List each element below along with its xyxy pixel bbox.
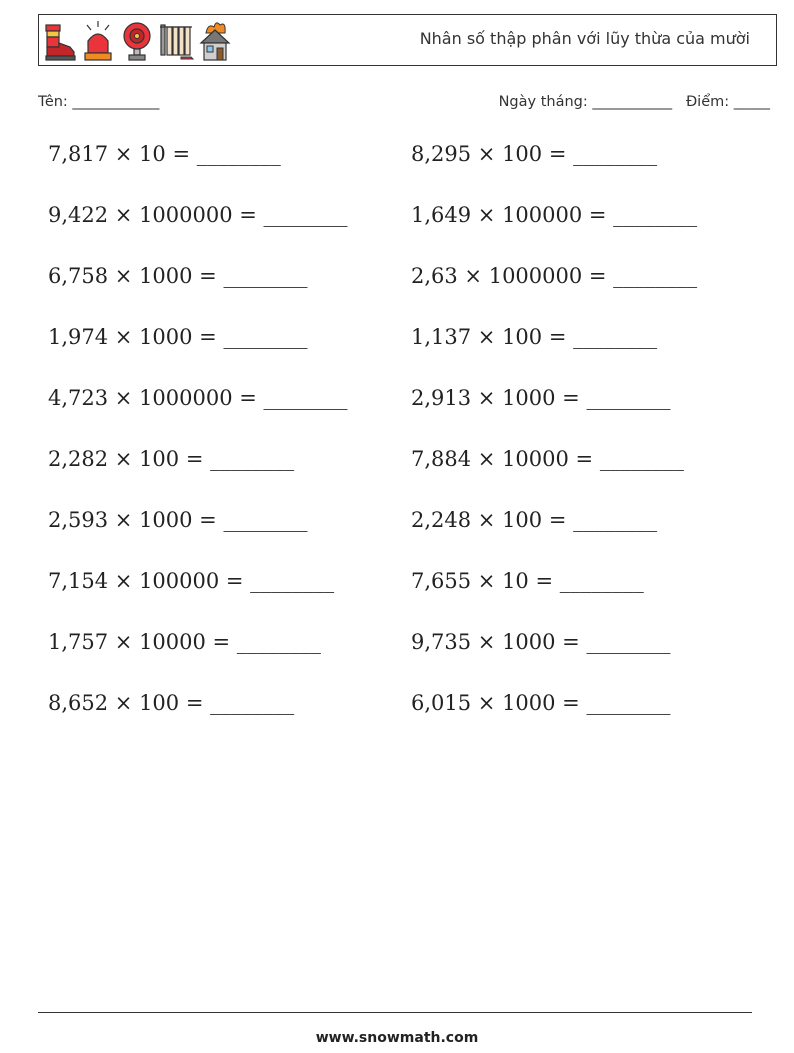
problem-item: 6,758 × 1000 = ________ <box>48 264 308 288</box>
footer-url: www.snowmath.com <box>315 1030 479 1046</box>
problem-item: 8,652 × 100 = ________ <box>48 691 295 715</box>
problem-item: 1,137 × 100 = ________ <box>411 325 658 349</box>
worksheet-title: Nhân số thập phân với lũy thừa của mười <box>419 29 750 48</box>
problem-item: 1,649 × 100000 = ________ <box>411 203 698 227</box>
problem-grid <box>48 142 748 752</box>
problem-item: 8,295 × 100 = ________ <box>411 142 658 166</box>
fire-alarm-bell-icon <box>120 19 155 63</box>
burning-house-icon <box>198 19 233 63</box>
date-field: Ngày tháng: ___________ <box>498 94 673 110</box>
fire-boot-icon <box>42 19 77 63</box>
date-score-fields <box>499 94 770 110</box>
problem-item: 2,913 × 1000 = ________ <box>411 386 671 410</box>
problem-item: 6,015 × 1000 = ________ <box>411 691 671 715</box>
problem-item: 2,593 × 1000 = ________ <box>48 508 308 532</box>
siren-icon <box>81 19 116 63</box>
problem-item: 9,735 × 1000 = ________ <box>411 630 671 654</box>
problem-item: 2,282 × 100 = ________ <box>48 447 295 471</box>
score-field: Điểm: _____ <box>685 94 770 110</box>
problem-item: 7,154 × 100000 = ________ <box>48 569 335 593</box>
fire-hose-icon <box>159 19 194 63</box>
problem-item: 9,422 × 1000000 = ________ <box>48 203 348 227</box>
problem-item: 7,655 × 10 = ________ <box>411 569 644 593</box>
problem-item: 7,884 × 10000 = ________ <box>411 447 684 471</box>
problem-item: 2,248 × 100 = ________ <box>411 508 658 532</box>
footer-divider <box>38 1012 752 1013</box>
worksheet-header <box>38 14 777 66</box>
problem-item: 4,723 × 1000000 = ________ <box>48 386 348 410</box>
problem-item: 1,974 × 1000 = ________ <box>48 325 308 349</box>
problem-item: 1,757 × 10000 = ________ <box>48 630 321 654</box>
problem-item: 7,817 × 10 = ________ <box>48 142 281 166</box>
problem-item: 2,63 × 1000000 = ________ <box>411 264 698 288</box>
header-icons <box>42 19 233 63</box>
name-field: Tên: ____________ <box>38 94 160 110</box>
